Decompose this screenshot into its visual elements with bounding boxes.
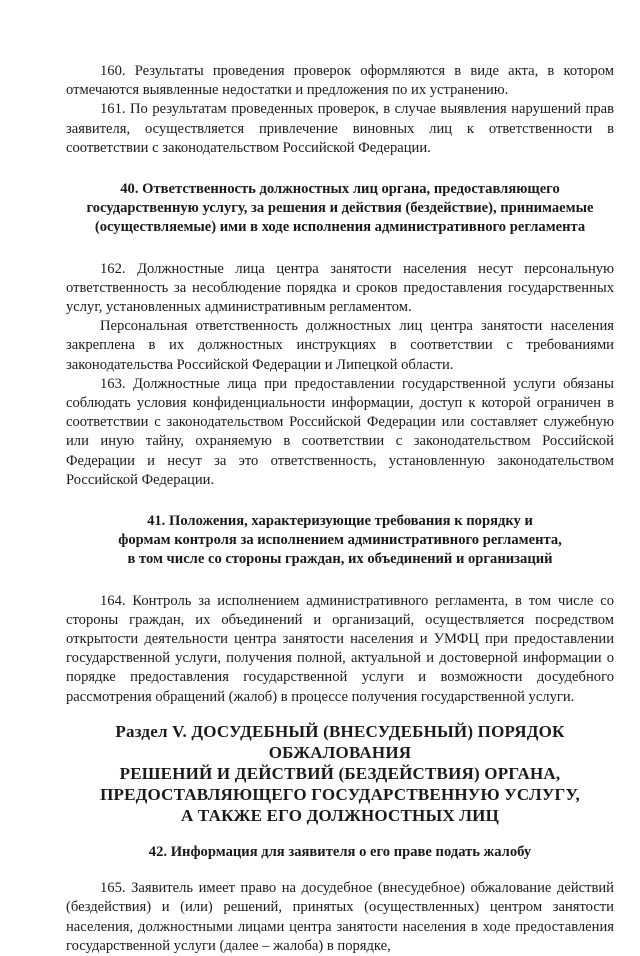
heading-41-line-1: 41. Положения, характеризующие требования к порядку и [147, 513, 533, 530]
paragraph-164: 164. Контроль за исполнением административного регламента, в том числе со стороны граждан, их объединений и организаций, осуществляется посредством открытости деятельности центра занятости населения и УМФЦ при предоставлении государственной услуги, получения полной, актуальной и достоверной информации о порядке предоставления государственной услуги и возможности досудебного рассмотрения обращений (жалоб) в процессе получения государственной услуги. [66, 592, 614, 705]
heading-41-line-3: в том числе со стороны граждан, их объединений и организаций [127, 551, 553, 568]
paragraph-165: 165. Заявитель имеет право на досудебное (внесудебное) обжалование действий (бездействия) и (или) решений, принятых (осуществленных) центром занятости населения, должностными лицами центра занятости населения в ходе предоставления государственной услуги (далее – жалоба) в порядке, [66, 880, 614, 954]
paragraph-160: 160. Результаты проведения проверок оформляются в виде акта, в котором отмечаются выявленные недостатки и предложения по их устранению. [66, 63, 614, 99]
document-page [66, 62, 614, 956]
section-5-title-line-1: Раздел V. ДОСУДЕБНЫЙ (ВНЕСУДЕБНЫЙ) ПОРЯДОК ОБЖАЛОВАНИЯ [115, 721, 565, 762]
heading-42: 42. Информация для заявителя о его праве подать жалобу [148, 843, 532, 860]
paragraph-162: 162. Должностные лица центра занятости населения несут персональную ответственность за несоблюдение порядка и сроков предоставления государственных услуг, установленных административным регламентом. [66, 260, 614, 316]
paragraph-161: 161. По результатам проведенных проверок, в случае выявления нарушений прав заявителя, осуществляется привлечение виновных лиц к ответственности в соответствии с законодательством Российской Федерации. [66, 101, 614, 156]
paragraph-162-continued: Персональная ответственность должностных лиц центра занятости населения закреплена в их должностных инструкциях в соответствии с требованиями законодательства Российской Федерации и Липецкой области. [66, 318, 614, 373]
heading-40: 40. Ответственность должностных лиц органа, предоставляющего государственную услугу, за решения и действия (бездействие), принимаемые (осуществляемые) ими в ходе исполнения административного регламента [86, 181, 594, 236]
section-5-title-line-3: ПРЕДОСТАВЛЯЮЩЕГО ГОСУДАРСТВЕННУЮ УСЛУГУ, [100, 784, 580, 804]
section-5-title-line-2: РЕШЕНИЙ И ДЕЙСТВИЙ (БЕЗДЕЙСТВИЯ) ОРГАНА, [119, 763, 561, 783]
heading-41-line-2: формам контроля за исполнением административного регламента, [118, 532, 562, 549]
section-5-title-line-4: А ТАКЖЕ ЕГО ДОЛЖНОСТНЫХ ЛИЦ [181, 805, 499, 825]
paragraph-163: 163. Должностные лица при предоставлении государственной услуги обязаны соблюдать условия конфиденциальности информации, доступ к которой ограничен в соответствии с законодательством Российской Федерации или составляет служебную или иную тайну, охраняемую в соответствии с законодательством Российской Федерации и несут за это ответственность, установленную законодательством Российской Федерации. [66, 375, 614, 488]
